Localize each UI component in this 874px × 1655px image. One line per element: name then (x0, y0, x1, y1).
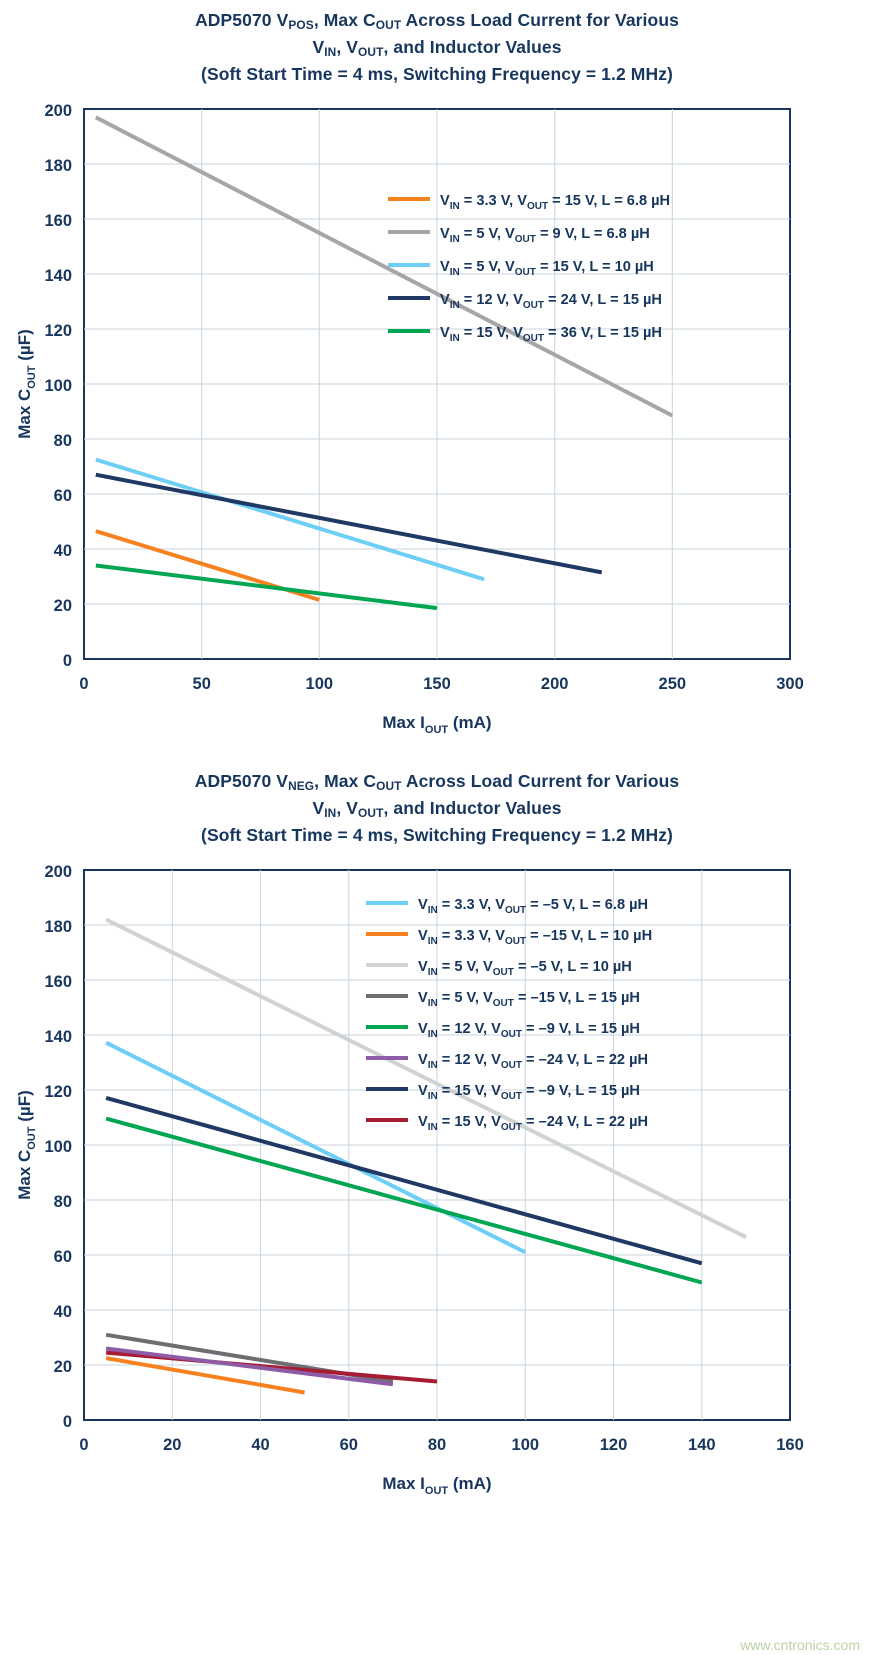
svg-text:20: 20 (53, 1358, 72, 1376)
svg-text:20: 20 (53, 597, 72, 615)
svg-text:180: 180 (44, 157, 72, 175)
svg-text:250: 250 (658, 675, 687, 693)
svg-text:60: 60 (53, 487, 72, 505)
legend-label-3: $V_{IN} = 5$ V, $V_{OUT} = -5$ V, L = 10 µH (418, 959, 632, 978)
svg-text:120: 120 (44, 322, 72, 340)
legend-label-8: $V_{IN} = 15$ V, $V_{OUT} = -24$ V, L = 22 µH (418, 1114, 649, 1133)
svg-text:40: 40 (251, 1436, 270, 1454)
svg-text:80: 80 (427, 1436, 447, 1454)
svg-text:0: 0 (79, 675, 89, 693)
svg-text:80: 80 (53, 1193, 72, 1211)
x-axis-title: Max $I_{OUT}$ (mA) (382, 713, 492, 736)
svg-text:140: 140 (688, 1436, 716, 1454)
chart-vneg-plot (0, 848, 874, 1498)
y-tick-labels (44, 102, 72, 670)
chart-vpos-title: ADP5070 $V_{POS}$, Max $C_{OUT}$ Across Load Current for Various $V_{IN}$, $V_{OUT}$, and Inductor Values (Soft Start Time = 4 ms, Switching Frequency = 1.2 MHz) (195, 10, 679, 84)
legend-label-2: $V_{IN} = 5$ V, $V_{OUT} = 9$ V, L = 6.8 µH (440, 226, 650, 245)
svg-text:140: 140 (44, 1028, 72, 1046)
svg-text:160: 160 (776, 1436, 804, 1454)
watermark: www.cntronics.com (740, 1637, 860, 1653)
svg-text:20: 20 (163, 1436, 182, 1454)
legend-label-1: $V_{IN} = 3.3$ V, $V_{OUT} = -5$ V, L = 6.8 µH (418, 897, 649, 916)
legend-label-2: $V_{IN} = 3.3$ V, $V_{OUT} = -15$ V, L = 10 µH (418, 928, 653, 947)
svg-text:0: 0 (62, 652, 72, 670)
svg-text:200: 200 (540, 675, 569, 693)
x-axis-title: Max $I_{OUT}$ (mA) (382, 1474, 492, 1497)
svg-text:40: 40 (53, 542, 72, 560)
svg-text:160: 160 (44, 973, 72, 991)
svg-text:80: 80 (53, 432, 72, 450)
chart-vneg-svg (0, 848, 874, 1498)
svg-text:100: 100 (44, 377, 72, 395)
legend-label-1: $V_{IN} = 3.3$ V, $V_{OUT} = 15$ V, L = 6.8 µH (440, 193, 671, 212)
svg-text:200: 200 (44, 863, 72, 881)
svg-text:100: 100 (305, 675, 334, 693)
x-tick-labels (79, 675, 803, 693)
chart-vneg (0, 737, 874, 1498)
y-axis-title: Max $C_{OUT}$ (µF) (15, 1090, 38, 1200)
svg-text:40: 40 (53, 1303, 72, 1321)
chart-vneg-title: ADP5070 $V_{NEG}$, Max $C_{OUT}$ Across Load Current for Various $V_{IN}$, $V_{OUT}$, and Inductor Values (Soft Start Time = 4 ms, Switching Frequency = 1.2 MHz) (194, 771, 680, 845)
svg-text:60: 60 (53, 1248, 72, 1266)
svg-text:300: 300 (776, 675, 804, 693)
x-tick-labels (79, 1436, 803, 1454)
svg-text:160: 160 (44, 212, 72, 230)
legend-label-5: $V_{IN} = 15$ V, $V_{OUT} = 36$ V, L = 15 µH (440, 325, 662, 344)
y-axis-title: Max $C_{OUT}$ (µF) (15, 329, 38, 439)
svg-text:0: 0 (79, 1436, 89, 1454)
chart-vpos-svg (0, 87, 874, 737)
svg-text:120: 120 (44, 1083, 72, 1101)
svg-text:200: 200 (44, 102, 72, 120)
legend-label-6: $V_{IN} = 12$ V, $V_{OUT} = -24$ V, L = 22 µH (418, 1052, 649, 1071)
svg-text:140: 140 (44, 267, 72, 285)
chart-vpos-plot (0, 87, 874, 737)
legend-label-7: $V_{IN} = 15$ V, $V_{OUT} = -9$ V, L = 15 µH (418, 1083, 640, 1102)
y-tick-labels (44, 863, 72, 1431)
legend-label-3: $V_{IN} = 5$ V, $V_{OUT} = 15$ V, L = 10 µH (440, 259, 654, 278)
svg-text:180: 180 (44, 918, 72, 936)
svg-text:60: 60 (339, 1436, 358, 1454)
svg-text:100: 100 (511, 1436, 540, 1454)
svg-text:120: 120 (599, 1436, 628, 1454)
legend-label-5: $V_{IN} = 12$ V, $V_{OUT} = -9$ V, L = 15 µH (418, 1021, 640, 1040)
chart-vpos (0, 0, 874, 737)
svg-text:150: 150 (423, 675, 451, 693)
svg-text:0: 0 (62, 1413, 72, 1431)
svg-text:50: 50 (192, 675, 211, 693)
svg-text:100: 100 (44, 1138, 72, 1156)
legend-label-4: $V_{IN} = 12$ V, $V_{OUT} = 24$ V, L = 15 µH (440, 292, 662, 311)
legend-label-4: $V_{IN} = 5$ V, $V_{OUT} = -15$ V, L = 15 µH (418, 990, 640, 1009)
